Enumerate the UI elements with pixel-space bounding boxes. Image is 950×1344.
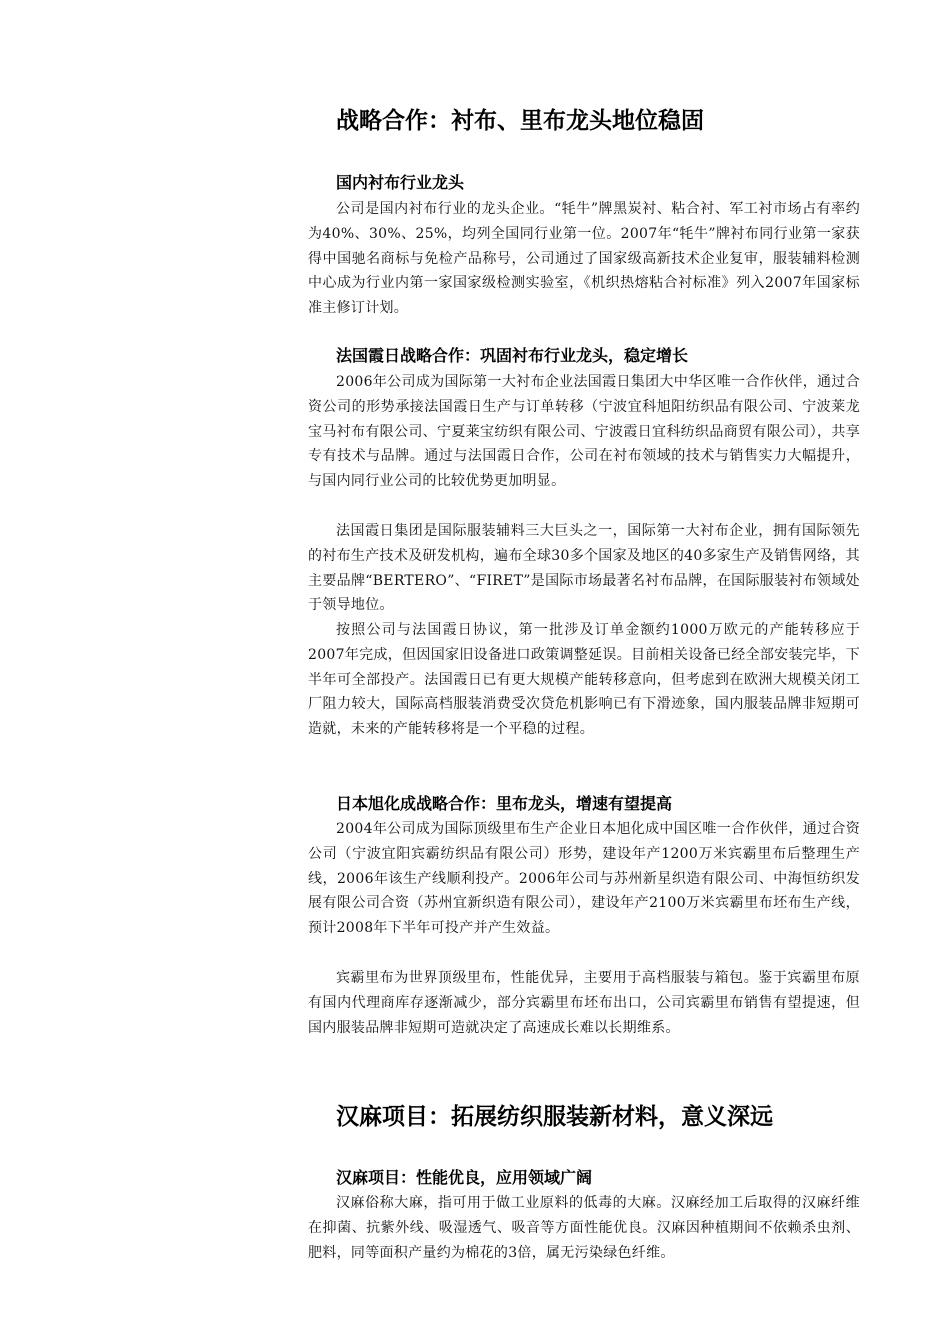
paragraph: 汉麻俗称大麻，指可用于做工业原料的低毒的大麻。汉麻经加工后取得的汉麻纤维在抑菌、抗紫外线、吸湿透气、吸音等方面性能优良。汉麻因种植期间不依赖杀虫剂、肥料，同等面积产量约为棉花的3倍，属无污染绿色纤维。	[308, 1195, 860, 1261]
section-title-hemp-project: 汉麻项目：拓展纺织服装新材料，意义深远	[336, 1104, 773, 1130]
subsection-heading-asahi-cooperation: 日本旭化成战略合作：里布龙头，增速有望提高	[336, 794, 673, 813]
paragraph: 2004年公司成为国际顶级里布生产企业日本旭化成中国区唯一合作伙伴，通过合资公司（宁波宜阳宾霸纺织品有限公司）形势，建设年产1200万米宾霸里布后整理生产线，2006年该生产线顺利投产。2006年公司与苏州新星织造有限公司、中海恒纺织发展有限公司合资（苏州宜新织造有限公司），建设年产2100万米宾霸里布坯布生产线，预计2008年下半年可投产并产生效益。	[308, 821, 860, 937]
section-title-strategic-cooperation: 战略合作：衬布、里布龙头地位稳固	[336, 108, 704, 134]
paragraph: 按照公司与法国霞日协议，第一批涉及订单金额约1000万欧元的产能转移应于2007年完成，但因国家旧设备进口政策调整延误。目前相关设备已经全部安装完毕，下半年可全部投产。法国霞日已有更大规模产能转移意向，但考虑到在欧洲大规模关闭工厂阻力较大，国际高档服装消费受次贷危机影响已有下滑迹象，国内服装品牌非短期可造就，未来的产能转移将是一个平稳的过程。	[308, 622, 860, 738]
paragraph: 公司是国内衬布行业的龙头企业。“牦牛”牌黑炭衬、粘合衬、军工衬市场占有率约为40%、30%、25%，均列全国同行业第一位。2007年“牦牛”牌衬布同行业第一家获得中国驰名商标与免检产品称号，公司通过了国家级高新技术企业复审，服装辅料检测中心成为行业内第一家国家级检测实验室，《机织热熔粘合衬标准》列入2007年国家标准主修订计划。	[308, 201, 860, 317]
subsection-heading-domestic-leader: 国内衬布行业龙头	[336, 173, 465, 192]
paragraph: 法国霞日集团是国际服装辅料三大巨头之一，国际第一大衬布企业，拥有国际领先的衬布生产技术及研发机构，遍布全球30多个国家及地区的40多家生产及销售网络，其主要品牌“BERTERO”、“FIRET”是国际市场最著名衬布品牌，在国际服装衬布领域处于领导地位。	[308, 523, 860, 614]
paragraph: 2006年公司成为国际第一大衬布企业法国霞日集团大中华区唯一合作伙伴，通过合资公司的形势承接法国霞日生产与订单转移（宁波宜科旭阳纺织品有限公司、宁波莱龙宝马衬布有限公司、宁夏莱宝纺织有限公司、宁波霞日宜科纺织品商贸有限公司），共享专有技术与品牌。通过与法国霞日合作，公司在衬布领域的技术与销售实力大幅提升，与国内同行业公司的比较优势更加明显。	[308, 374, 860, 490]
paragraph: 宾霸里布为世界顶级里布，性能优异，主要用于高档服装与箱包。鉴于宾霸里布原有国内代理商库存逐渐减少，部分宾霸里布坯布出口，公司宾霸里布销售有望提速，但国内服装品牌非短期可造就决定了高速成长难以长期维系。	[308, 970, 860, 1036]
subsection-heading-hemp-performance: 汉麻项目：性能优良，应用领域广阔	[336, 1168, 593, 1187]
subsection-heading-chargeurs-cooperation: 法国霞日战略合作：巩固衬布行业龙头，稳定增长	[336, 346, 689, 365]
